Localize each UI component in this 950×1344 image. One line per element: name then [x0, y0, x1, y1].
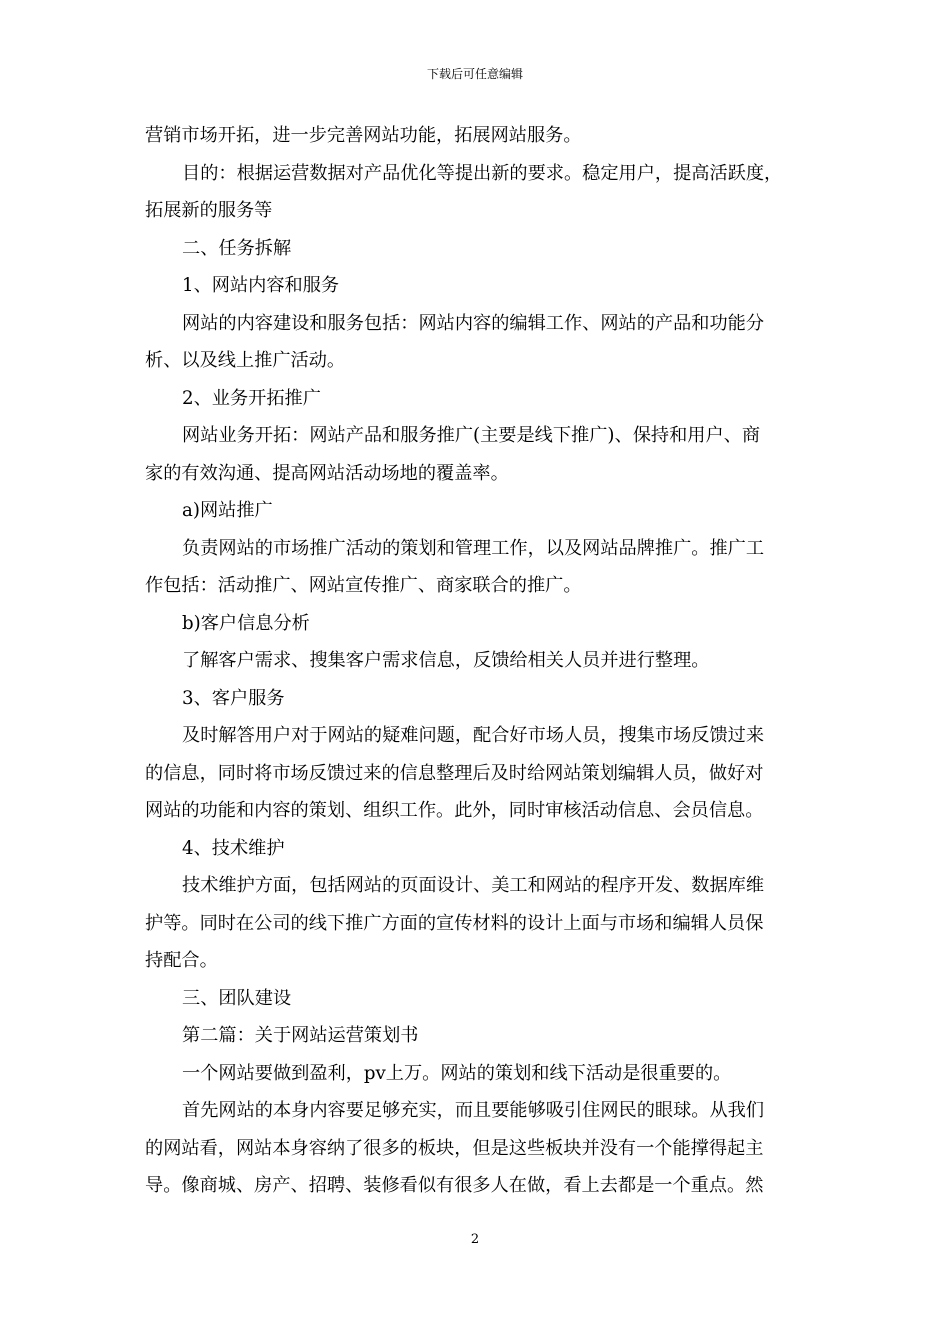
text-line: a)网站推广	[182, 500, 273, 521]
document-body	[145, 117, 810, 1205]
text-line: 网站业务开拓：网站产品和服务推广(主要是线下推广)、保持和用户、商	[182, 425, 761, 446]
text-line: 1、网站内容和服务	[182, 275, 340, 296]
text-line: b)客户信息分析	[182, 612, 310, 634]
text-line: 及时解答用户对于网站的疑难问题，配合好市场人员，搜集市场反馈过来	[182, 725, 765, 746]
text-line: 的网站看，网站本身容纳了很多的板块，但是这些板块并没有一个能撑得起主	[145, 1137, 764, 1159]
text-line: 持配合。	[145, 950, 218, 971]
text-line: 4、技术维护	[182, 837, 285, 859]
text-line: 拓展新的服务等	[145, 200, 273, 221]
text-line: 网站的功能和内容的策划、组织工作。此外，同时审核活动信息、会员信息。	[145, 800, 764, 821]
text-line: 护等。同时在公司的线下推广方面的宣传材料的设计上面与市场和编辑人员保	[145, 912, 764, 934]
text-line: 的信息，同时将市场反馈过来的信息整理后及时给网站策划编辑人员，做好对	[145, 762, 764, 784]
text-line: 网站的内容建设和服务包括：网站内容的编辑工作、网站的产品和功能分	[182, 312, 765, 334]
text-line: 营销市场开拓，进一步完善网站功能，拓展网站服务。	[145, 125, 582, 146]
text-line: 了解客户需求、搜集客户需求信息，反馈给相关人员并进行整理。	[182, 650, 710, 671]
text-line: 一个网站要做到盈利，pv上万。网站的策划和线下活动是很重要的。	[182, 1062, 732, 1084]
page-header: 下载后可任意编辑	[426, 67, 523, 81]
text-line: 首先网站的本身内容要足够充实，而且要能够吸引住网民的眼球。从我们	[182, 1100, 765, 1121]
text-line: 导。像商城、房产、招聘、装修看似有很多人在做，看上去都是一个重点。然	[145, 1175, 764, 1196]
text-line: 负责网站的市场推广活动的策划和管理工作，以及网站品牌推广。推广工	[182, 537, 765, 559]
text-line: 第二篇：关于网站运营策划书	[182, 1025, 419, 1046]
text-line: 3、客户服务	[182, 687, 285, 709]
page-number: 2	[470, 1232, 480, 1247]
text-line: 家的有效沟通、提高网站活动场地的覆盖率。	[145, 462, 509, 484]
text-line: 析、以及线上推广活动。	[145, 350, 346, 371]
text-line: 二、任务拆解	[182, 237, 292, 259]
text-line: 作包括：活动推广、网站宣传推广、商家联合的推广。	[145, 575, 582, 596]
text-line: 技术维护方面，包括网站的页面设计、美工和网站的程序开发、数据库维	[182, 875, 765, 896]
text-line: 三、团队建设	[182, 987, 292, 1009]
text-line: 2、业务开拓推广	[182, 387, 321, 409]
text-line: 目的：根据运营数据对产品优化等提出新的要求。稳定用户，提高活跃度，	[182, 162, 783, 184]
